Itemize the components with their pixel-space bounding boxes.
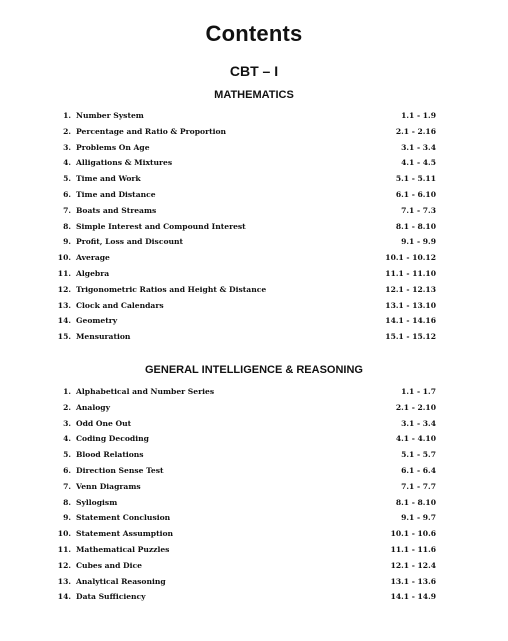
toc-entry xyxy=(0,266,508,282)
toc-entry xyxy=(0,510,508,526)
section-heading-reasoning: GENERAL INTELLIGENCE & REASONING xyxy=(145,364,363,376)
toc-entry-number: 7. xyxy=(63,481,71,491)
toc-entry xyxy=(0,313,508,329)
toc-entry-pages: 9.1 - 9.7 xyxy=(401,513,436,523)
toc-entry xyxy=(0,108,508,124)
toc-entry-number: 8. xyxy=(63,497,71,507)
toc-entry xyxy=(0,250,508,266)
toc-entry xyxy=(0,187,508,203)
toc-entry-pages: 2.1 - 2.10 xyxy=(395,402,436,412)
toc-entry xyxy=(0,526,508,542)
toc-entry-number: 1. xyxy=(63,111,71,120)
toc-entry-topic: Alligations & Mixtures xyxy=(76,158,173,168)
toc-entry xyxy=(0,234,508,250)
toc-entry-pages: 1.1 - 1.7 xyxy=(401,387,436,396)
toc-entry-number: 9. xyxy=(63,237,71,247)
section-heading-mathematics: MATHEMATICS xyxy=(214,89,294,101)
toc-entry-number: 6. xyxy=(63,189,71,199)
toc-entry-pages: 12.1 - 12.4 xyxy=(390,560,436,570)
toc-entry-topic: Statement Conclusion xyxy=(76,513,171,523)
toc-entry-number: 11. xyxy=(57,268,71,278)
toc-entry-topic: Analytical Reasoning xyxy=(76,576,166,586)
toc-list-mathematics xyxy=(0,108,508,345)
toc-entry-number: 4. xyxy=(63,434,71,444)
toc-entry-topic: Analogy xyxy=(76,402,111,412)
toc-entry-topic: Clock and Calendars xyxy=(76,300,164,310)
toc-entry-pages: 5.1 - 5.7 xyxy=(401,450,436,460)
toc-list-reasoning xyxy=(0,384,508,605)
toc-entry-pages: 11.1 - 11.10 xyxy=(385,268,436,278)
toc-entry-number: 3. xyxy=(63,418,71,428)
toc-entry-topic: Statement Assumption xyxy=(76,529,174,539)
toc-entry-pages: 8.1 - 8.10 xyxy=(395,221,436,231)
toc-entry-pages: 13.1 - 13.6 xyxy=(390,576,436,586)
toc-entry xyxy=(0,171,508,187)
toc-entry-pages: 5.1 - 5.11 xyxy=(395,174,436,184)
toc-entry xyxy=(0,574,508,590)
toc-entry xyxy=(0,155,508,171)
page-subtitle: CBT – I xyxy=(229,63,279,79)
toc-entry-number: 13. xyxy=(57,300,71,310)
toc-entry-number: 10. xyxy=(57,529,71,539)
toc-entry-pages: 1.1 - 1.9 xyxy=(401,111,436,120)
toc-entry xyxy=(0,282,508,298)
toc-entry xyxy=(0,219,508,235)
toc-entry-pages: 2.1 - 2.16 xyxy=(395,126,436,136)
toc-entry-topic: Average xyxy=(76,253,110,263)
toc-entry xyxy=(0,384,508,400)
toc-entry-number: 10. xyxy=(57,253,71,263)
toc-entry-number: 12. xyxy=(57,284,71,294)
toc-entry-topic: Problems On Age xyxy=(76,142,150,152)
toc-entry-topic: Percentage and Ratio & Proportion xyxy=(76,126,227,136)
toc-entry-number: 5. xyxy=(63,174,71,184)
toc-entry xyxy=(0,400,508,416)
toc-entry-topic: Data Sufficiency xyxy=(76,592,146,602)
toc-entry-pages: 15.1 - 15.12 xyxy=(385,332,436,342)
toc-entry xyxy=(0,479,508,495)
toc-entry-topic: Number System xyxy=(76,111,144,120)
toc-entry xyxy=(0,431,508,447)
toc-entry xyxy=(0,416,508,432)
toc-entry-number: 8. xyxy=(63,221,71,231)
toc-entry-number: 2. xyxy=(63,126,71,136)
toc-entry-pages: 3.1 - 3.4 xyxy=(401,418,436,428)
toc-entry-topic: Mensuration xyxy=(76,332,131,342)
toc-entry-pages: 12.1 - 12.13 xyxy=(385,284,436,294)
toc-entry-number: 11. xyxy=(57,544,71,554)
toc-entry-pages: 3.1 - 3.4 xyxy=(401,142,436,152)
toc-entry xyxy=(0,447,508,463)
toc-entry-topic: Time and Work xyxy=(76,174,141,184)
toc-entry-topic: Syllogism xyxy=(76,497,118,507)
toc-entry-number: 15. xyxy=(57,332,71,342)
toc-entry xyxy=(0,140,508,156)
toc-entry-number: 4. xyxy=(63,158,71,168)
toc-entry-number: 6. xyxy=(63,465,71,475)
toc-entry-pages: 10.1 - 10.12 xyxy=(385,253,436,263)
toc-entry xyxy=(0,124,508,140)
toc-entry-topic: Odd One Out xyxy=(76,418,132,428)
toc-entry-topic: Geometry xyxy=(76,316,118,326)
page-title: Contents xyxy=(205,21,303,46)
toc-entry-topic: Simple Interest and Compound Interest xyxy=(76,221,246,231)
toc-entry-number: 1. xyxy=(63,387,71,396)
toc-entry-number: 14. xyxy=(57,316,71,326)
toc-entry-topic: Algebra xyxy=(76,268,110,278)
toc-entry-number: 3. xyxy=(63,142,71,152)
toc-entry xyxy=(0,542,508,558)
toc-entry-pages: 6.1 - 6.10 xyxy=(395,189,436,199)
toc-entry-number: 2. xyxy=(63,402,71,412)
toc-entry-topic: Direction Sense Test xyxy=(76,465,164,475)
toc-entry-pages: 13.1 - 13.10 xyxy=(385,300,436,310)
toc-entry-topic: Blood Relations xyxy=(76,450,144,460)
toc-entry xyxy=(0,558,508,574)
toc-entry xyxy=(0,329,508,345)
toc-entry-pages: 4.1 - 4.10 xyxy=(395,434,436,444)
toc-entry-pages: 8.1 - 8.10 xyxy=(395,497,436,507)
toc-entry-topic: Cubes and Dice xyxy=(76,560,142,570)
toc-entry-topic: Trigonometric Ratios and Height & Distance xyxy=(76,284,267,294)
toc-entry-pages: 11.1 - 11.6 xyxy=(390,544,436,554)
toc-entry-topic: Coding Decoding xyxy=(76,434,149,444)
toc-entry-number: 14. xyxy=(57,592,71,602)
toc-entry xyxy=(0,298,508,314)
toc-entry-pages: 10.1 - 10.6 xyxy=(390,529,436,539)
toc-entry-topic: Mathematical Puzzles xyxy=(76,544,170,554)
toc-entry-pages: 4.1 - 4.5 xyxy=(401,158,436,168)
toc-entry xyxy=(0,203,508,219)
toc-entry-number: 9. xyxy=(63,513,71,523)
toc-entry-pages: 14.1 - 14.16 xyxy=(385,316,436,326)
toc-entry-number: 13. xyxy=(57,576,71,586)
toc-entry-number: 12. xyxy=(57,560,71,570)
toc-entry-topic: Profit, Loss and Discount xyxy=(76,237,184,247)
toc-entry-pages: 7.1 - 7.7 xyxy=(401,481,436,491)
toc-entry xyxy=(0,495,508,511)
toc-entry-pages: 7.1 - 7.3 xyxy=(401,205,436,215)
toc-entry-topic: Venn Diagrams xyxy=(76,481,141,491)
toc-entry-pages: 9.1 - 9.9 xyxy=(401,237,436,247)
toc-entry-pages: 14.1 - 14.9 xyxy=(390,592,436,602)
toc-entry-pages: 6.1 - 6.4 xyxy=(401,465,436,475)
toc-entry xyxy=(0,589,508,605)
toc-entry-topic: Boats and Streams xyxy=(76,205,157,215)
toc-entry-topic: Time and Distance xyxy=(76,189,156,199)
toc-entry-number: 7. xyxy=(63,205,71,215)
toc-entry-number: 5. xyxy=(63,450,71,460)
toc-entry-topic: Alphabetical and Number Series xyxy=(76,387,215,396)
toc-entry xyxy=(0,463,508,479)
